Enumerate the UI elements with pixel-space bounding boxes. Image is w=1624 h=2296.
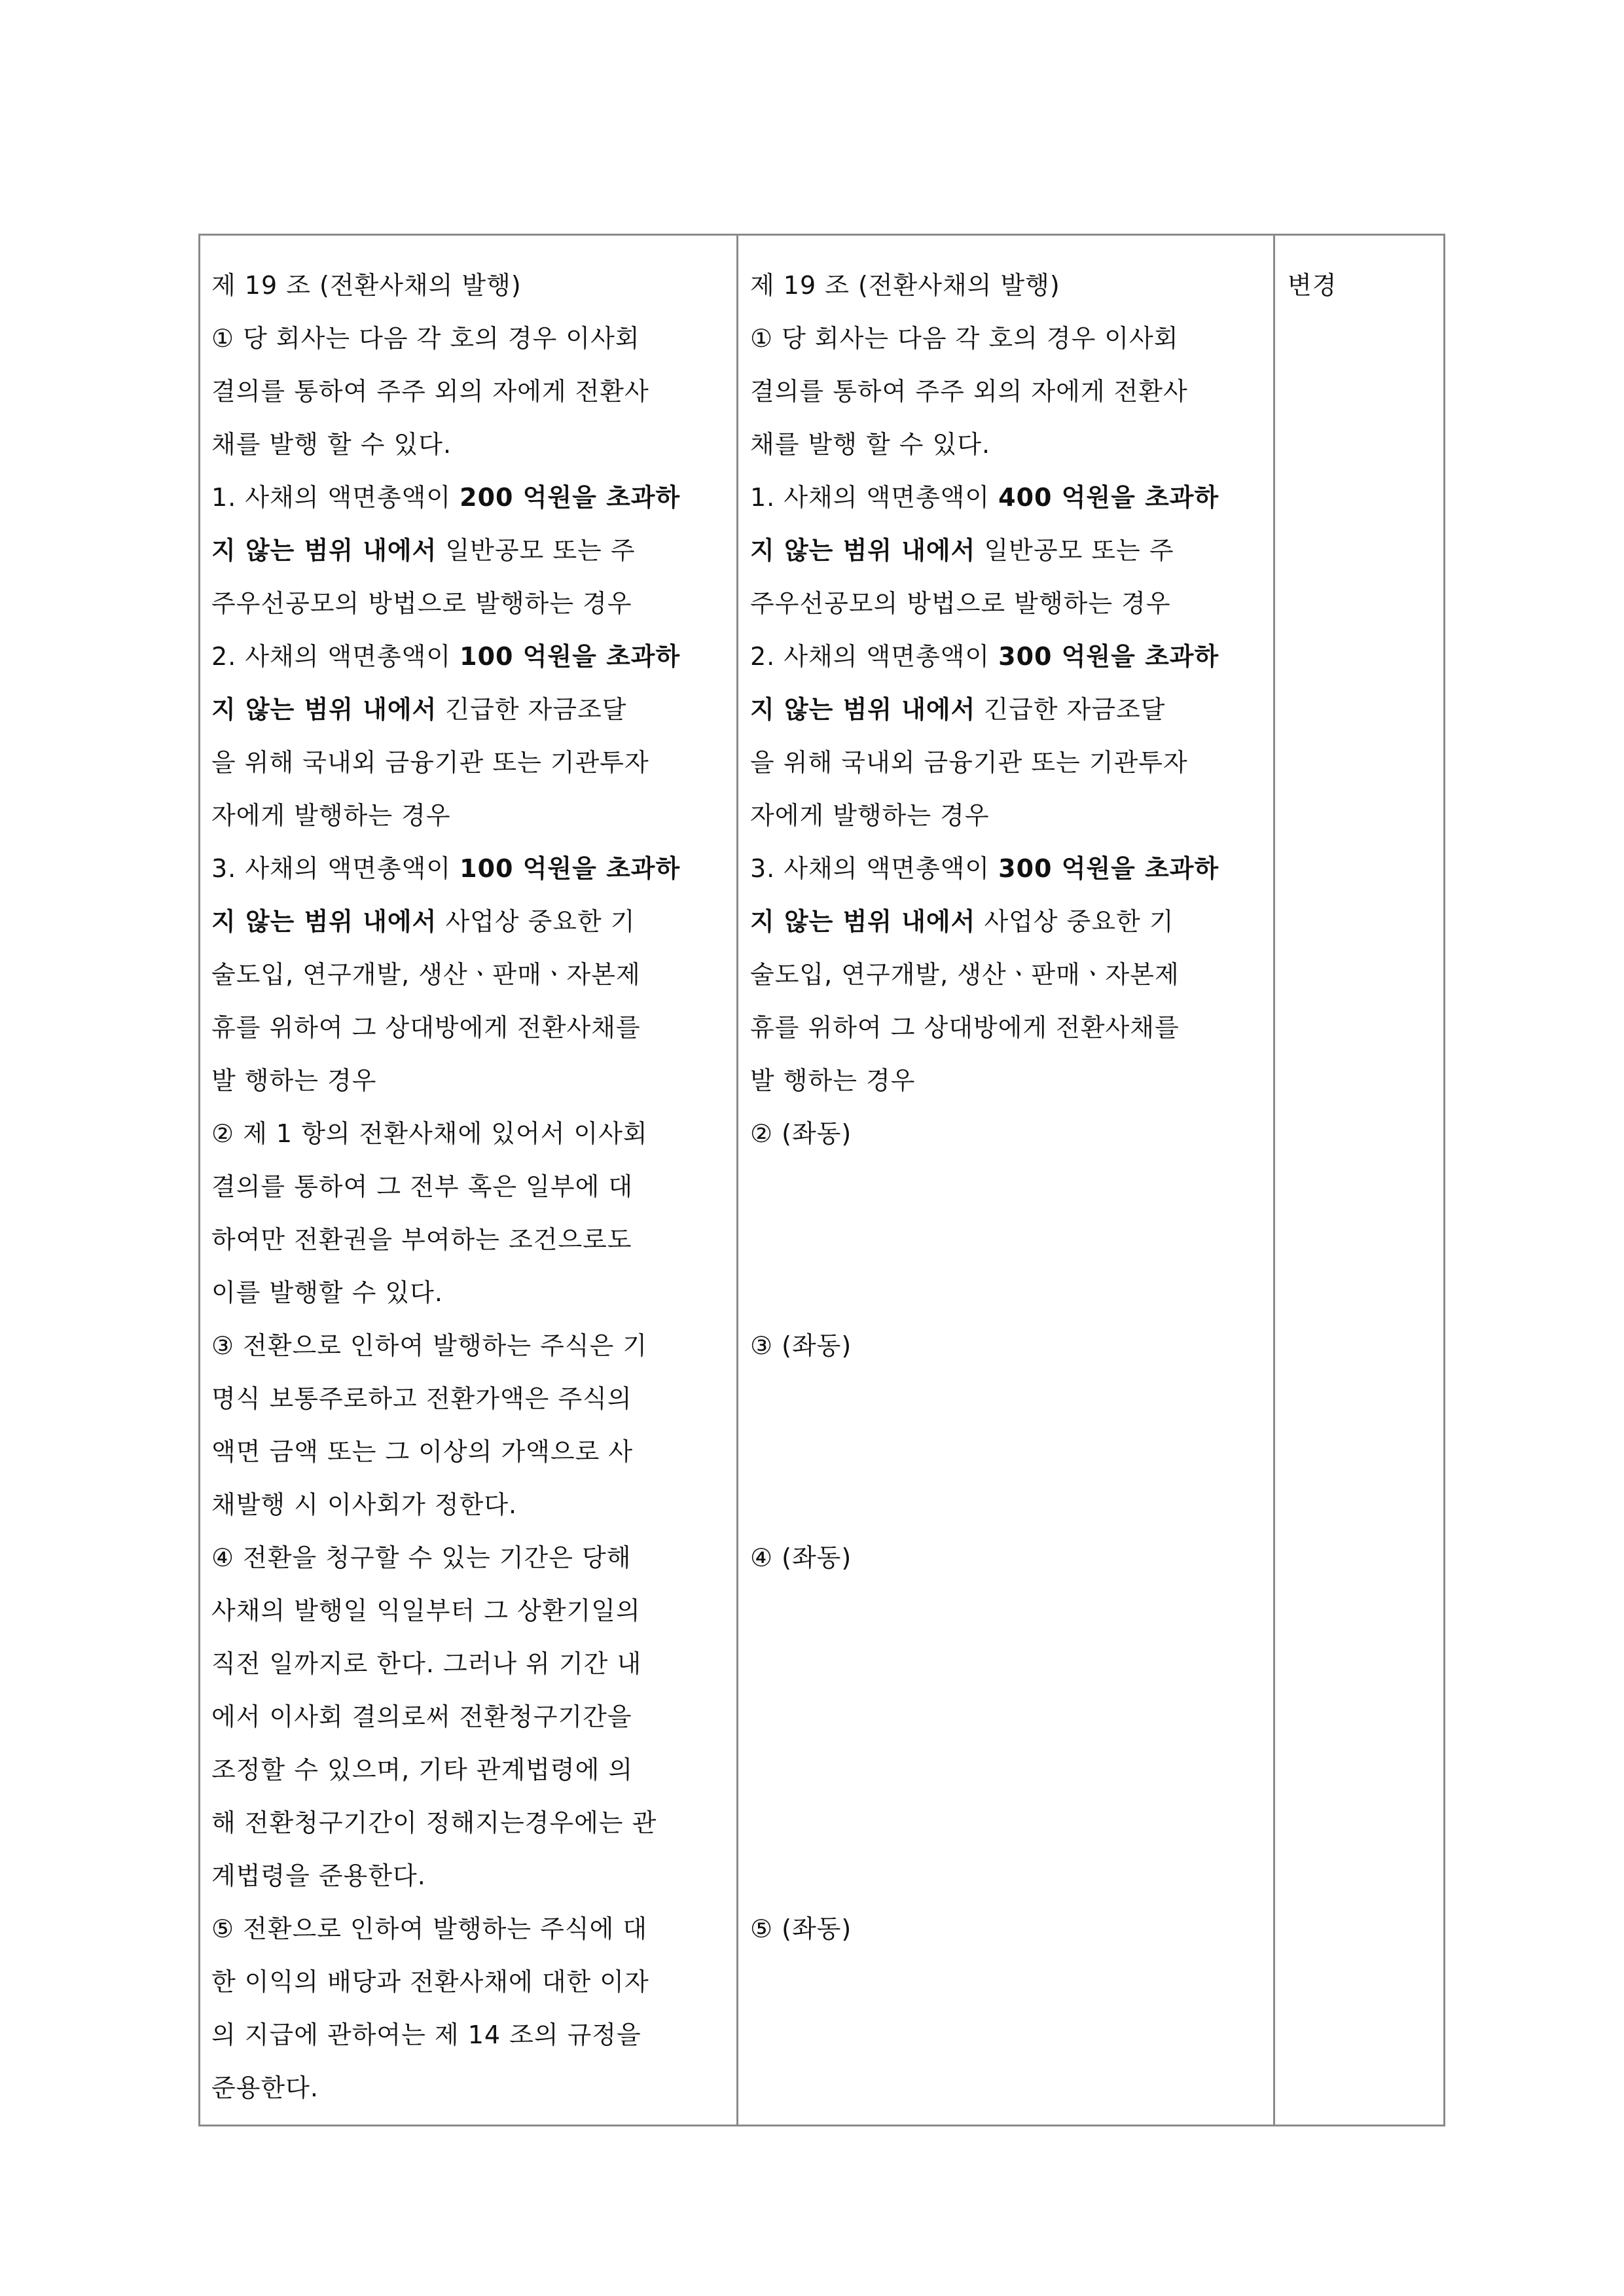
- para-line: 조정할 수 있으며, 기타 관계법령에 의: [211, 1755, 634, 1784]
- para-line: ④ 전환을 청구할 수 있는 기간은 당해: [211, 1543, 632, 1572]
- item-line: 휴를 위하여 그 상대방에게 전환사채를: [750, 1013, 1180, 1042]
- item-line: [211, 471, 735, 524]
- same-as-left: ⑤ (좌동): [750, 1914, 852, 1943]
- item-bold-text: 지 않는 범위 내에서: [211, 907, 437, 936]
- item-line: [750, 630, 1274, 683]
- article-title: 제 19 조 (전환사채의 발행): [211, 271, 522, 300]
- item-line: 발 행하는 경우: [750, 1066, 916, 1095]
- item-bold-text: 지 않는 범위 내에서: [211, 695, 437, 724]
- same-as-left: ② (좌동): [750, 1119, 852, 1148]
- item-line: [211, 683, 735, 736]
- item-bold-text: 100 억원을 초과하: [460, 854, 681, 883]
- item-text: 긴급한 자금조달: [437, 695, 627, 724]
- para-line: 의 지급에 관하여는 제 14 조의 규정을: [211, 2020, 641, 2049]
- item-bold-text: 지 않는 범위 내에서: [750, 907, 976, 936]
- para-line: ② 제 1 항의 전환사채에 있어서 이사회: [211, 1119, 648, 1148]
- item-text: 2. 사채의 액면총액이: [750, 642, 999, 671]
- item-line: 주우선공모의 방법으로 발행하는 경우: [750, 589, 1171, 618]
- item-line: 술도입, 연구개발, 생산ㆍ판매ㆍ자본제: [750, 960, 1180, 989]
- para-line: 채를 발행 할 수 있다.: [211, 430, 452, 459]
- para-line: 채발행 시 이사회가 정한다.: [211, 1490, 518, 1519]
- column-divider: [736, 236, 738, 2125]
- item-bold-text: 400 억원을 초과하: [998, 483, 1219, 512]
- para-line: 준용한다.: [211, 2073, 319, 2102]
- item-line: [211, 842, 735, 895]
- item-text: 2. 사채의 액면총액이: [211, 642, 460, 671]
- remark-text: 변경: [1288, 271, 1337, 300]
- para-line: 에서 이사회 결의로써 전환청구기간을: [211, 1702, 632, 1731]
- item-text: 사업상 중요한 기: [975, 907, 1174, 936]
- item-line: [211, 524, 735, 577]
- para-line: ① 당 회사는 다음 각 호의 경우 이사회: [211, 324, 640, 353]
- item-bold-text: 지 않는 범위 내에서: [750, 536, 976, 565]
- item-bold-text: 300 억원을 초과하: [998, 854, 1219, 883]
- para-line: 이를 발행할 수 있다.: [211, 1278, 443, 1307]
- para-line: ⑤ 전환으로 인하여 발행하는 주식에 대: [211, 1914, 648, 1943]
- article-title: 제 19 조 (전환사채의 발행): [750, 271, 1060, 300]
- para-line: 액면 금액 또는 그 이상의 가액으로 사: [211, 1437, 634, 1466]
- para-line: 하여만 전환권을 부여하는 조건으로도: [211, 1225, 632, 1254]
- item-line: [750, 683, 1274, 736]
- para-line: 결의를 통하여 주주 외의 자에게 전환사: [750, 377, 1188, 406]
- para-line: 직전 일까지로 한다. 그러나 위 기간 내: [211, 1649, 642, 1678]
- item-line: [211, 895, 735, 948]
- item-line: 을 위해 국내외 금융기관 또는 기관투자: [211, 748, 649, 777]
- item-text: 긴급한 자금조달: [975, 695, 1166, 724]
- item-bold-text: 지 않는 범위 내에서: [211, 536, 437, 565]
- item-line: [750, 842, 1274, 895]
- para-line: ③ 전환으로 인하여 발행하는 주식은 기: [211, 1331, 648, 1360]
- item-line: 술도입, 연구개발, 생산ㆍ판매ㆍ자본제: [211, 960, 641, 989]
- para-line: ① 당 회사는 다음 각 호의 경우 이사회: [750, 324, 1179, 353]
- item-bold-text: 300 억원을 초과하: [998, 642, 1219, 671]
- item-line: [750, 524, 1274, 577]
- item-text: 1. 사채의 액면총액이: [750, 483, 999, 512]
- para-line: 결의를 통하여 그 전부 혹은 일부에 대: [211, 1172, 634, 1201]
- para-line: 사채의 발행일 익일부터 그 상환기일의: [211, 1596, 641, 1625]
- para-line: 계법령을 준용한다.: [211, 1861, 426, 1890]
- item-line: [750, 895, 1274, 948]
- same-as-left: ③ (좌동): [750, 1331, 852, 1360]
- item-line: 주우선공모의 방법으로 발행하는 경우: [211, 589, 632, 618]
- item-text: 사업상 중요한 기: [437, 907, 636, 936]
- para-line: 결의를 통하여 주주 외의 자에게 전환사: [211, 377, 649, 406]
- item-line: 발 행하는 경우: [211, 1066, 377, 1095]
- item-text: 일반공모 또는 주: [975, 536, 1174, 565]
- para-line: 해 전환청구기간이 정해지는경우에는 관: [211, 1808, 657, 1837]
- item-text: 3. 사채의 액면총액이: [750, 854, 999, 883]
- para-line: 한 이익의 배당과 전환사채에 대한 이자: [211, 1967, 649, 1996]
- item-line: [750, 471, 1274, 524]
- item-line: [211, 630, 735, 683]
- item-line: 을 위해 국내외 금융기관 또는 기관투자: [750, 748, 1188, 777]
- item-line: 자에게 발행하는 경우: [211, 801, 451, 830]
- amendment-table: [198, 234, 1445, 2126]
- item-line: 휴를 위하여 그 상대방에게 전환사채를: [211, 1013, 641, 1042]
- item-bold-text: 200 억원을 초과하: [460, 483, 681, 512]
- item-bold-text: 100 억원을 초과하: [460, 642, 681, 671]
- para-line: 채를 발행 할 수 있다.: [750, 430, 991, 459]
- item-text: 1. 사채의 액면총액이: [211, 483, 460, 512]
- item-line: 자에게 발행하는 경우: [750, 801, 990, 830]
- remarks-cell: [1288, 236, 1445, 2125]
- item-text: 3. 사채의 액면총액이: [211, 854, 460, 883]
- same-as-left: ④ (좌동): [750, 1543, 852, 1572]
- item-bold-text: 지 않는 범위 내에서: [750, 695, 976, 724]
- para-line: 명식 보통주로하고 전환가액은 주식의: [211, 1384, 632, 1413]
- amended-text-cell: [750, 236, 1274, 2125]
- current-text-cell: [211, 236, 735, 2125]
- item-text: 일반공모 또는 주: [437, 536, 636, 565]
